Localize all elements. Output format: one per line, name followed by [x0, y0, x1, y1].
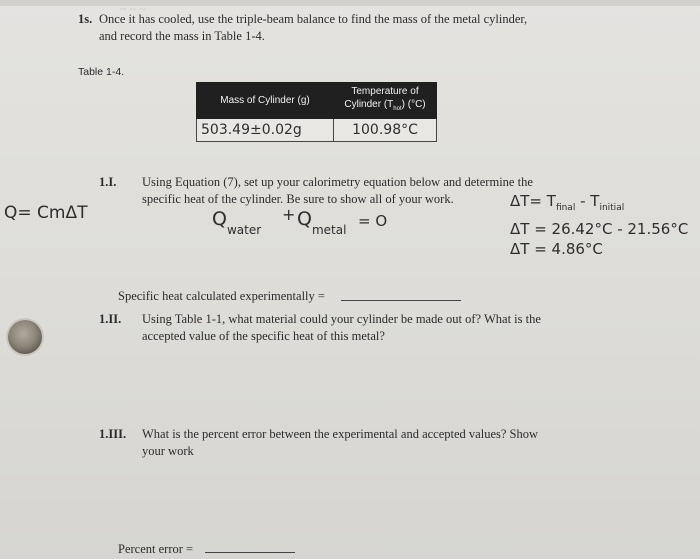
question-1-II-number: 1.II.: [99, 312, 122, 326]
step-text-line2: and record the mass in Table 1-4.: [99, 29, 265, 43]
specific-heat-answer-label: Specific heat calculated experimentally =: [118, 289, 325, 303]
step-number: 1s.: [78, 12, 93, 26]
bleed-through-text: ~ ~ ~: [120, 2, 146, 16]
handwritten-plus: +: [282, 205, 296, 224]
mass-table: [196, 82, 437, 142]
mass-value-cell: 503.49±0.02g: [197, 119, 334, 142]
handwritten-heat-formula: Q= CmΔT: [4, 203, 88, 223]
question-1-II-line2: accepted value of the specific heat of this metal?: [142, 329, 385, 343]
question-1-II-line1: Using Table 1-1, what material could your cylinder be made out of? What is the: [142, 312, 541, 326]
page-top-edge: [0, 0, 700, 6]
percent-error-answer-line: [205, 552, 295, 553]
handwritten-delta-t-definition: $\Delta T= T_{final} - T_{initial}$: [510, 192, 625, 213]
column-header-mass: Mass of Cylinder (g): [197, 83, 334, 119]
handwritten-q-water: $Q_{water}$: [212, 208, 262, 237]
question-1-I-line1: Using Equation (7), set up your calorimetry equation below and determine the: [142, 175, 533, 189]
binder-hole: [8, 320, 42, 354]
question-1-I-line2: specific heat of the cylinder. Be sure to show all of your work.: [142, 192, 454, 206]
question-1-III-number: 1.III.: [99, 427, 127, 441]
question-1-III-line2: your work: [142, 444, 194, 458]
table-row: [197, 119, 437, 142]
handwritten-delta-t-calculation: ΔT = 26.42°C - 21.56°C: [510, 220, 689, 238]
question-1-III-line1: What is the percent error between the experimental and accepted values? Show: [142, 427, 539, 441]
handwritten-q-metal: $Q_{metal}$: [297, 208, 347, 237]
temperature-value-cell: 100.98°C: [334, 119, 437, 142]
step-text-line1: Once it has cooled, use the triple-beam balance to find the mass of the metal cylinder,: [99, 12, 528, 26]
question-1-I-number: 1.I.: [99, 175, 117, 189]
specific-heat-answer-line: [341, 300, 461, 301]
handwritten-delta-t-result: ΔT = 4.86°C: [510, 240, 603, 258]
percent-error-label: Percent error =: [118, 542, 194, 556]
table-caption: Table 1-4.: [78, 66, 125, 78]
column-header-temperature: Temperature of Cylinder $(T_{hot})$ (°C): [334, 83, 437, 119]
table-header-row: [197, 83, 437, 119]
handwritten-equals-zero: = O: [358, 212, 388, 230]
